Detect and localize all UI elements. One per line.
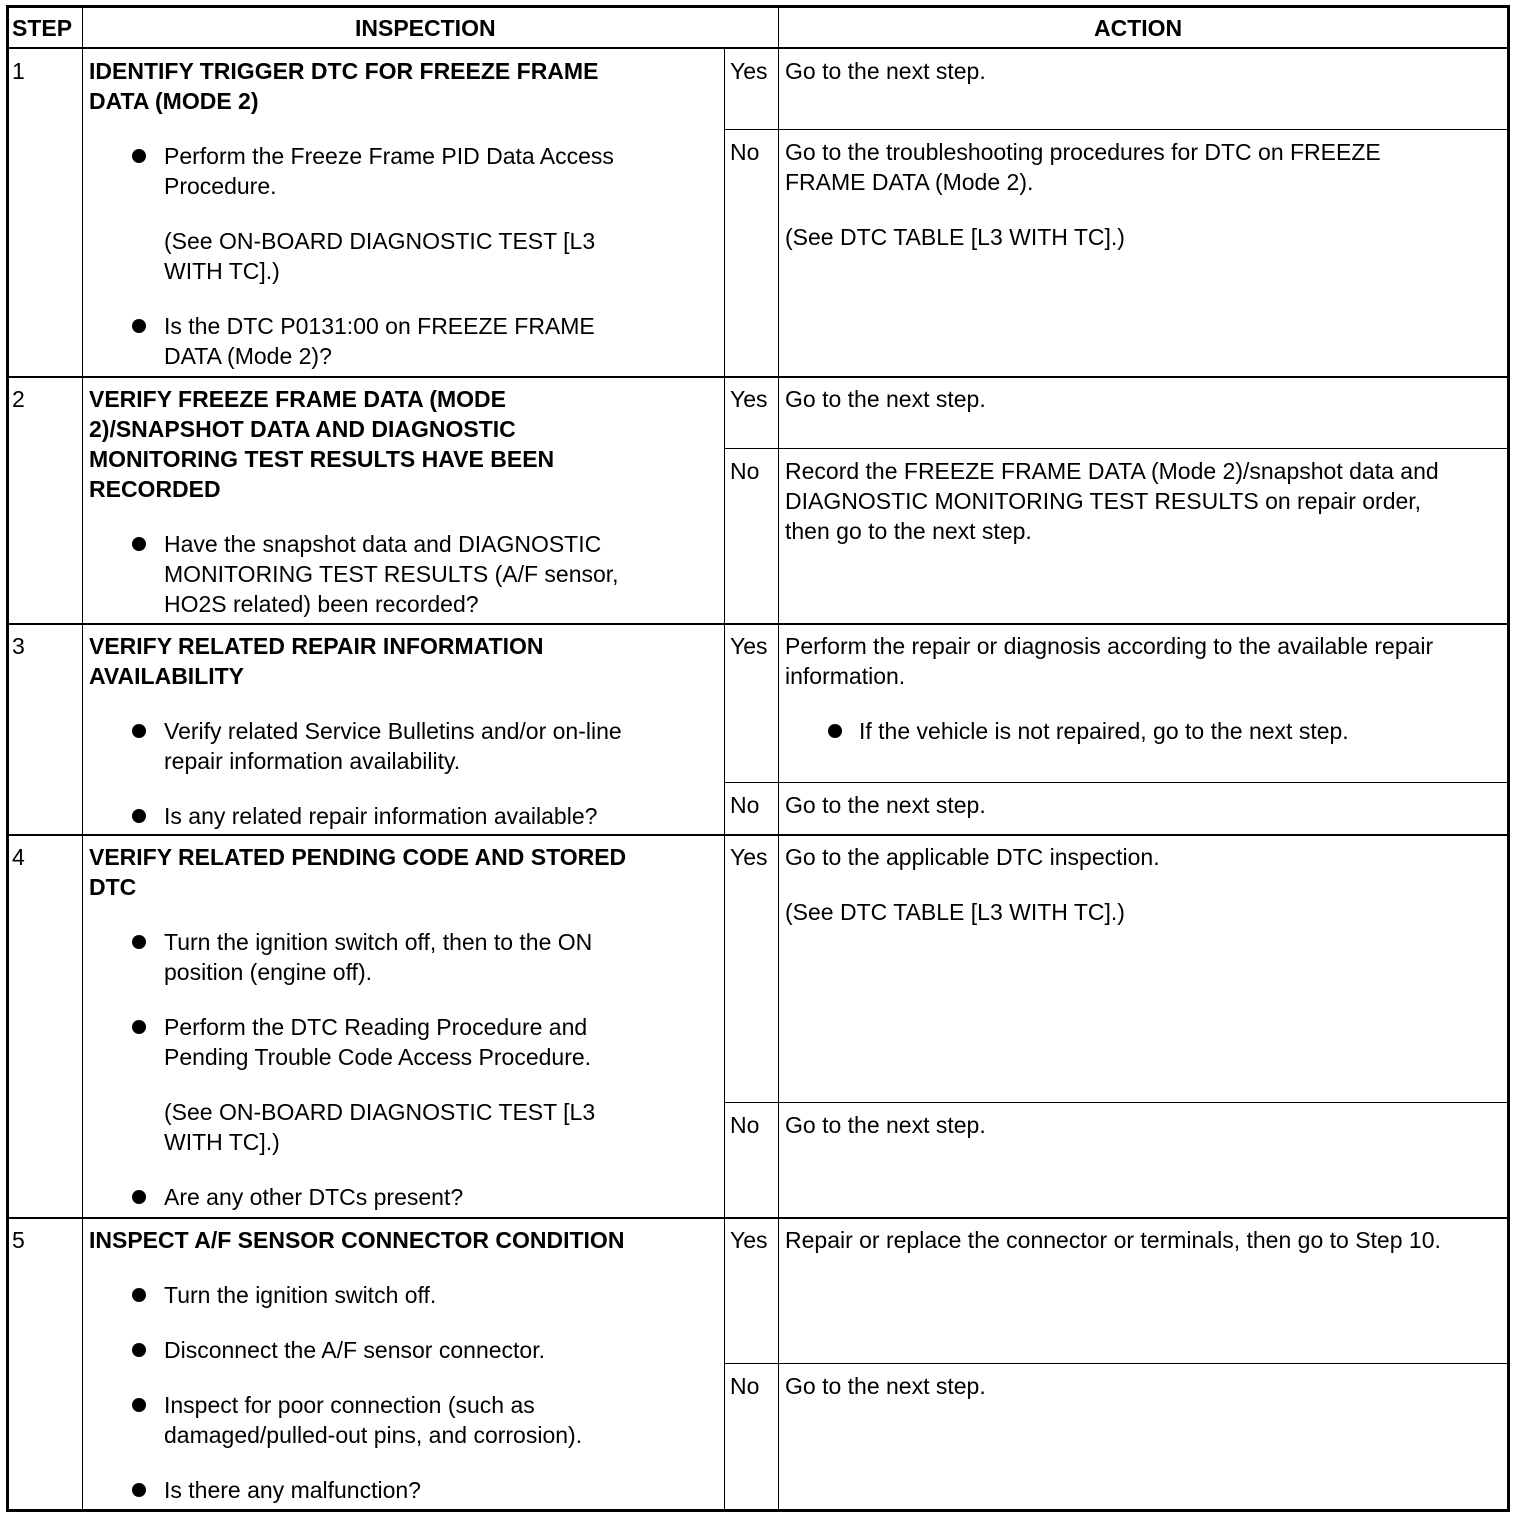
yes-no-column-divider — [724, 48, 725, 1510]
step-number: 1 — [12, 58, 25, 84]
step-title: VERIFY RELATED PENDING CODE AND STORED — [89, 844, 627, 870]
action-yes-text: If the vehicle is not repaired, go to the next step. — [859, 718, 1349, 744]
inspection-bullet-text: repair information availability. — [164, 748, 461, 774]
table-border-left — [6, 5, 9, 1512]
inspection-bullet-text: Inspect for poor connection (such as — [164, 1392, 535, 1418]
step-title: 2)/SNAPSHOT DATA AND DIAGNOSTIC — [89, 416, 516, 442]
yes-label: Yes — [730, 386, 768, 412]
inspection-bullet-text: Perform the DTC Reading Procedure and — [164, 1014, 588, 1040]
header-divider — [6, 47, 1507, 49]
header-step: STEP — [12, 15, 73, 41]
inspection-bullet-text: Disconnect the A/F sensor connector. — [164, 1337, 545, 1363]
step-title: AVAILABILITY — [89, 663, 245, 689]
step-number: 3 — [12, 633, 25, 659]
action-yes-text: Perform the repair or diagnosis according to the available repair — [785, 633, 1434, 659]
bullet-icon — [828, 724, 842, 738]
bullet-icon — [132, 537, 146, 551]
row-divider-4 — [6, 834, 1507, 836]
action-yes-text: (See DTC TABLE [L3 WITH TC].) — [785, 899, 1125, 925]
step-number: 5 — [12, 1227, 25, 1253]
inspection-bullet-text: Is any related repair information available? — [164, 803, 598, 829]
inspection-bullet-text: position (engine off). — [164, 959, 372, 985]
table-border-right — [1507, 5, 1510, 1512]
action-no-text: then go to the next step. — [785, 518, 1032, 544]
bullet-icon — [132, 149, 146, 163]
step-title: RECORDED — [89, 476, 221, 502]
action-no-text: Go to the troubleshooting procedures for DTC on FREEZE — [785, 139, 1381, 165]
inspection-bullet-text: Pending Trouble Code Access Procedure. — [164, 1044, 592, 1070]
no-label: No — [730, 458, 760, 484]
bullet-icon — [132, 319, 146, 333]
action-column-divider — [778, 7, 779, 1510]
inspection-bullet-text: MONITORING TEST RESULTS (A/F sensor, — [164, 561, 619, 587]
bullet-icon — [132, 1398, 146, 1412]
inspection-bullet-text: damaged/pulled-out pins, and corrosion). — [164, 1422, 583, 1448]
inspection-bullet-text: Are any other DTCs present? — [164, 1184, 464, 1210]
inspection-bullet-text: DATA (Mode 2)? — [164, 343, 332, 369]
bullet-icon — [132, 809, 146, 823]
action-no-text: FRAME DATA (Mode 2). — [785, 169, 1034, 195]
bullet-icon — [132, 1190, 146, 1204]
action-no-text: Record the FREEZE FRAME DATA (Mode 2)/snapshot data and — [785, 458, 1439, 484]
row-divider-3 — [6, 623, 1507, 625]
action-yes-text: Go to the next step. — [785, 58, 986, 84]
inspection-bullet-text: Procedure. — [164, 173, 277, 199]
yes-no-divider-3 — [724, 782, 1507, 783]
inspection-bullet-text: Turn the ignition switch off, then to the ON — [164, 929, 593, 955]
step-title: VERIFY FREEZE FRAME DATA (MODE — [89, 386, 506, 412]
action-no-text: Go to the next step. — [785, 1373, 986, 1399]
step-title: MONITORING TEST RESULTS HAVE BEEN — [89, 446, 555, 472]
inspection-reference-text: (See ON-BOARD DIAGNOSTIC TEST [L3 — [164, 1099, 596, 1125]
inspection-bullet-text: Is there any malfunction? — [164, 1477, 421, 1503]
inspection-bullet-text: Turn the ignition switch off. — [164, 1282, 437, 1308]
step-title: IDENTIFY TRIGGER DTC FOR FREEZE FRAME — [89, 58, 599, 84]
action-no-text: (See DTC TABLE [L3 WITH TC].) — [785, 224, 1125, 250]
action-yes-text: Repair or replace the connector or terminals, then go to Step 10. — [785, 1227, 1441, 1253]
no-label: No — [730, 139, 760, 165]
yes-no-divider-2 — [724, 448, 1507, 449]
step-column-divider — [82, 7, 83, 1510]
table-border-bottom — [6, 1509, 1510, 1512]
inspection-reference-text: (See ON-BOARD DIAGNOSTIC TEST [L3 — [164, 228, 596, 254]
yes-no-divider-5 — [724, 1363, 1507, 1364]
action-no-text: Go to the next step. — [785, 792, 986, 818]
action-no-text: DIAGNOSTIC MONITORING TEST RESULTS on repair order, — [785, 488, 1422, 514]
header-action: ACTION — [1094, 15, 1183, 41]
inspection-bullet-text: Have the snapshot data and DIAGNOSTIC — [164, 531, 602, 557]
yes-label: Yes — [730, 844, 768, 870]
bullet-icon — [132, 1020, 146, 1034]
step-title: DTC — [89, 874, 137, 900]
action-yes-text: information. — [785, 663, 906, 689]
bullet-icon — [132, 724, 146, 738]
no-label: No — [730, 792, 760, 818]
step-title: VERIFY RELATED REPAIR INFORMATION — [89, 633, 544, 659]
bullet-icon — [132, 1288, 146, 1302]
yes-label: Yes — [730, 1227, 768, 1253]
header-inspection: INSPECTION — [355, 15, 496, 41]
bullet-icon — [132, 935, 146, 949]
action-yes-text: Go to the applicable DTC inspection. — [785, 844, 1160, 870]
yes-label: Yes — [730, 633, 768, 659]
bullet-icon — [132, 1343, 146, 1357]
inspection-bullet-text: Perform the Freeze Frame PID Data Access — [164, 143, 614, 169]
step-title: DATA (MODE 2) — [89, 88, 259, 114]
table-border-top — [6, 5, 1510, 8]
row-divider-5 — [6, 1217, 1507, 1219]
inspection-reference-text: WITH TC].) — [164, 1129, 280, 1155]
yes-label: Yes — [730, 58, 768, 84]
inspection-reference-text: WITH TC].) — [164, 258, 280, 284]
bullet-icon — [132, 1483, 146, 1497]
action-yes-text: Go to the next step. — [785, 386, 986, 412]
action-no-text: Go to the next step. — [785, 1112, 986, 1138]
row-divider-2 — [6, 376, 1507, 378]
no-label: No — [730, 1373, 760, 1399]
no-label: No — [730, 1112, 760, 1138]
yes-no-divider-4 — [724, 1102, 1507, 1103]
step-title: INSPECT A/F SENSOR CONNECTOR CONDITION — [89, 1227, 625, 1253]
step-number: 4 — [12, 844, 25, 870]
yes-no-divider-1 — [724, 129, 1507, 130]
step-number: 2 — [12, 386, 25, 412]
inspection-bullet-text: Verify related Service Bulletins and/or on-line — [164, 718, 622, 744]
inspection-bullet-text: Is the DTC P0131:00 on FREEZE FRAME — [164, 313, 595, 339]
inspection-bullet-text: HO2S related) been recorded? — [164, 591, 479, 617]
